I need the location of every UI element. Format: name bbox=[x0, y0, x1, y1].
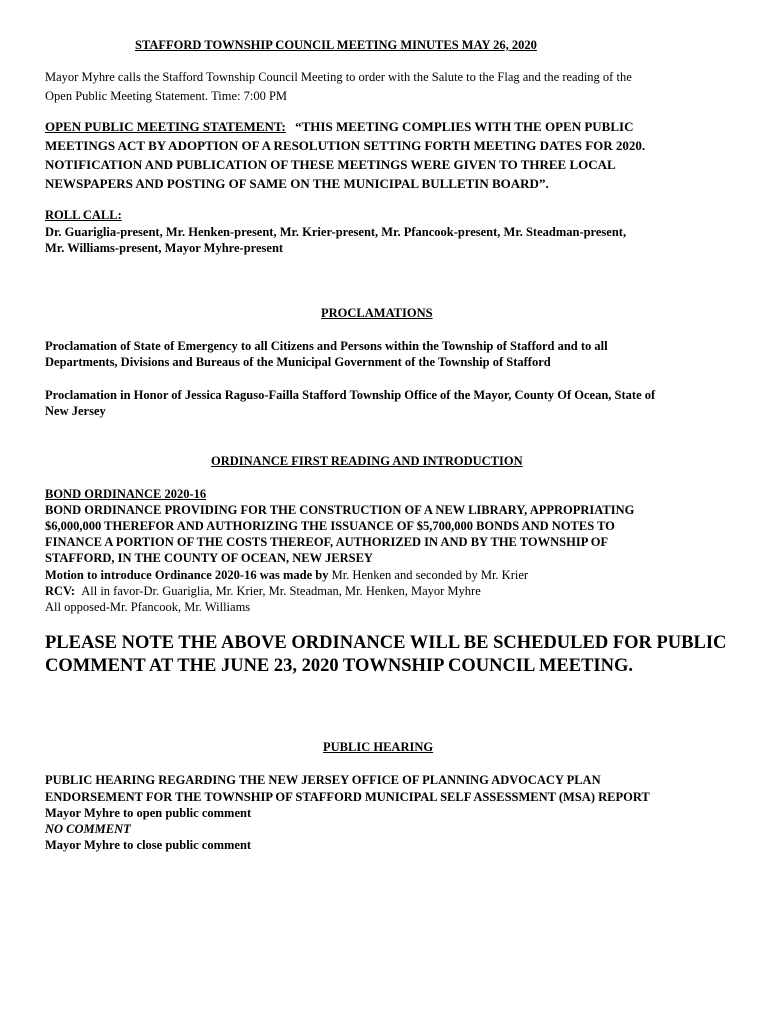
rcv-text: All in favor-Dr. Guariglia, Mr. Krier, Mr. Steadman, Mr. Henken, Mayor Myhre bbox=[81, 584, 481, 598]
intro-line: Open Public Meeting Statement. Time: 7:00 PM bbox=[45, 89, 288, 103]
proclamation-text: New Jersey bbox=[45, 404, 106, 418]
no-comment-line: NO COMMENT bbox=[45, 822, 131, 836]
public-hearing-text: ENDORSEMENT FOR THE TOWNSHIP OF STAFFORD MUNICIPAL SELF ASSESSMENT (MSA) REPORT bbox=[45, 790, 650, 804]
opma-text: NEWSPAPERS AND POSTING OF SAME ON THE MUNICIPAL BULLETIN BOARD”. bbox=[45, 176, 549, 191]
rcv-label: RCV: bbox=[45, 584, 76, 598]
proclamation-text: Proclamation of State of Emergency to all Citizens and Persons within the Township of Stafford and to all bbox=[45, 339, 608, 353]
opma-text: NOTIFICATION AND PUBLICATION OF THESE MEETINGS WERE GIVEN TO THREE LOCAL bbox=[45, 157, 616, 172]
public-comment-notice: PLEASE NOTE THE ABOVE ORDINANCE WILL BE SCHEDULED FOR PUBLIC bbox=[45, 633, 727, 653]
document-title: STAFFORD TOWNSHIP COUNCIL MEETING MINUTES MAY 26, 2020 bbox=[135, 38, 537, 52]
opma-first-line bbox=[45, 118, 633, 137]
opposed-line: All opposed-Mr. Pfancook, Mr. Williams bbox=[45, 600, 251, 614]
motion-text: Mr. Henken and seconded by Mr. Krier bbox=[331, 568, 529, 582]
proclamations-heading: PROCLAMATIONS bbox=[321, 306, 433, 320]
roll-call-heading: ROLL CALL: bbox=[45, 208, 122, 222]
ordinance-number: BOND ORDINANCE 2020-16 bbox=[45, 487, 207, 501]
roll-call-text: Mr. Williams-present, Mayor Myhre-present bbox=[45, 241, 284, 255]
ordinance-heading: ORDINANCE FIRST READING AND INTRODUCTION bbox=[211, 454, 523, 468]
open-comment-line: Mayor Myhre to open public comment bbox=[45, 806, 252, 820]
roll-call-text: Dr. Guariglia-present, Mr. Henken-present, Mr. Krier-present, Mr. Pfancook-present, Mr. Steadman-present, bbox=[45, 225, 627, 239]
ordinance-text: FINANCE A PORTION OF THE COSTS THEREOF, AUTHORIZED IN AND BY THE TOWNSHIP OF bbox=[45, 535, 609, 549]
opma-heading: OPEN PUBLIC MEETING STATEMENT: bbox=[45, 119, 286, 134]
opma-text: “THIS MEETING COMPLIES WITH THE OPEN PUBLIC bbox=[295, 119, 634, 134]
motion-line bbox=[45, 567, 528, 584]
public-hearing-heading: PUBLIC HEARING bbox=[323, 740, 434, 754]
proclamation-text: Departments, Divisions and Bureaus of the Municipal Government of the Township of Stafford bbox=[45, 355, 551, 369]
ordinance-text: STAFFORD, IN THE COUNTY OF OCEAN, NEW JERSEY bbox=[45, 551, 373, 565]
ordinance-text: $6,000,000 THEREFOR AND AUTHORIZING THE ISSUANCE OF $5,700,000 BONDS AND NOTES TO bbox=[45, 519, 615, 533]
close-comment-line: Mayor Myhre to close public comment bbox=[45, 838, 252, 852]
motion-label: Motion to introduce Ordinance 2020-16 was made by bbox=[45, 568, 329, 582]
public-comment-notice: COMMENT AT THE JUNE 23, 2020 TOWNSHIP COUNCIL MEETING. bbox=[45, 656, 633, 676]
opma-text: MEETINGS ACT BY ADOPTION OF A RESOLUTION SETTING FORTH MEETING DATES FOR 2020. bbox=[45, 138, 646, 153]
rcv-line bbox=[45, 583, 481, 600]
ordinance-text: BOND ORDINANCE PROVIDING FOR THE CONSTRUCTION OF A NEW LIBRARY, APPROPRIATING bbox=[45, 503, 635, 517]
intro-line: Mayor Myhre calls the Stafford Township Council Meeting to order with the Salute to the Flag and the reading of the bbox=[45, 70, 632, 84]
proclamation-text: Proclamation in Honor of Jessica Raguso-Failla Stafford Township Office of the Mayor, County Of Ocean, State of bbox=[45, 388, 656, 402]
public-hearing-text: PUBLIC HEARING REGARDING THE NEW JERSEY OFFICE OF PLANNING ADVOCACY PLAN bbox=[45, 773, 601, 787]
